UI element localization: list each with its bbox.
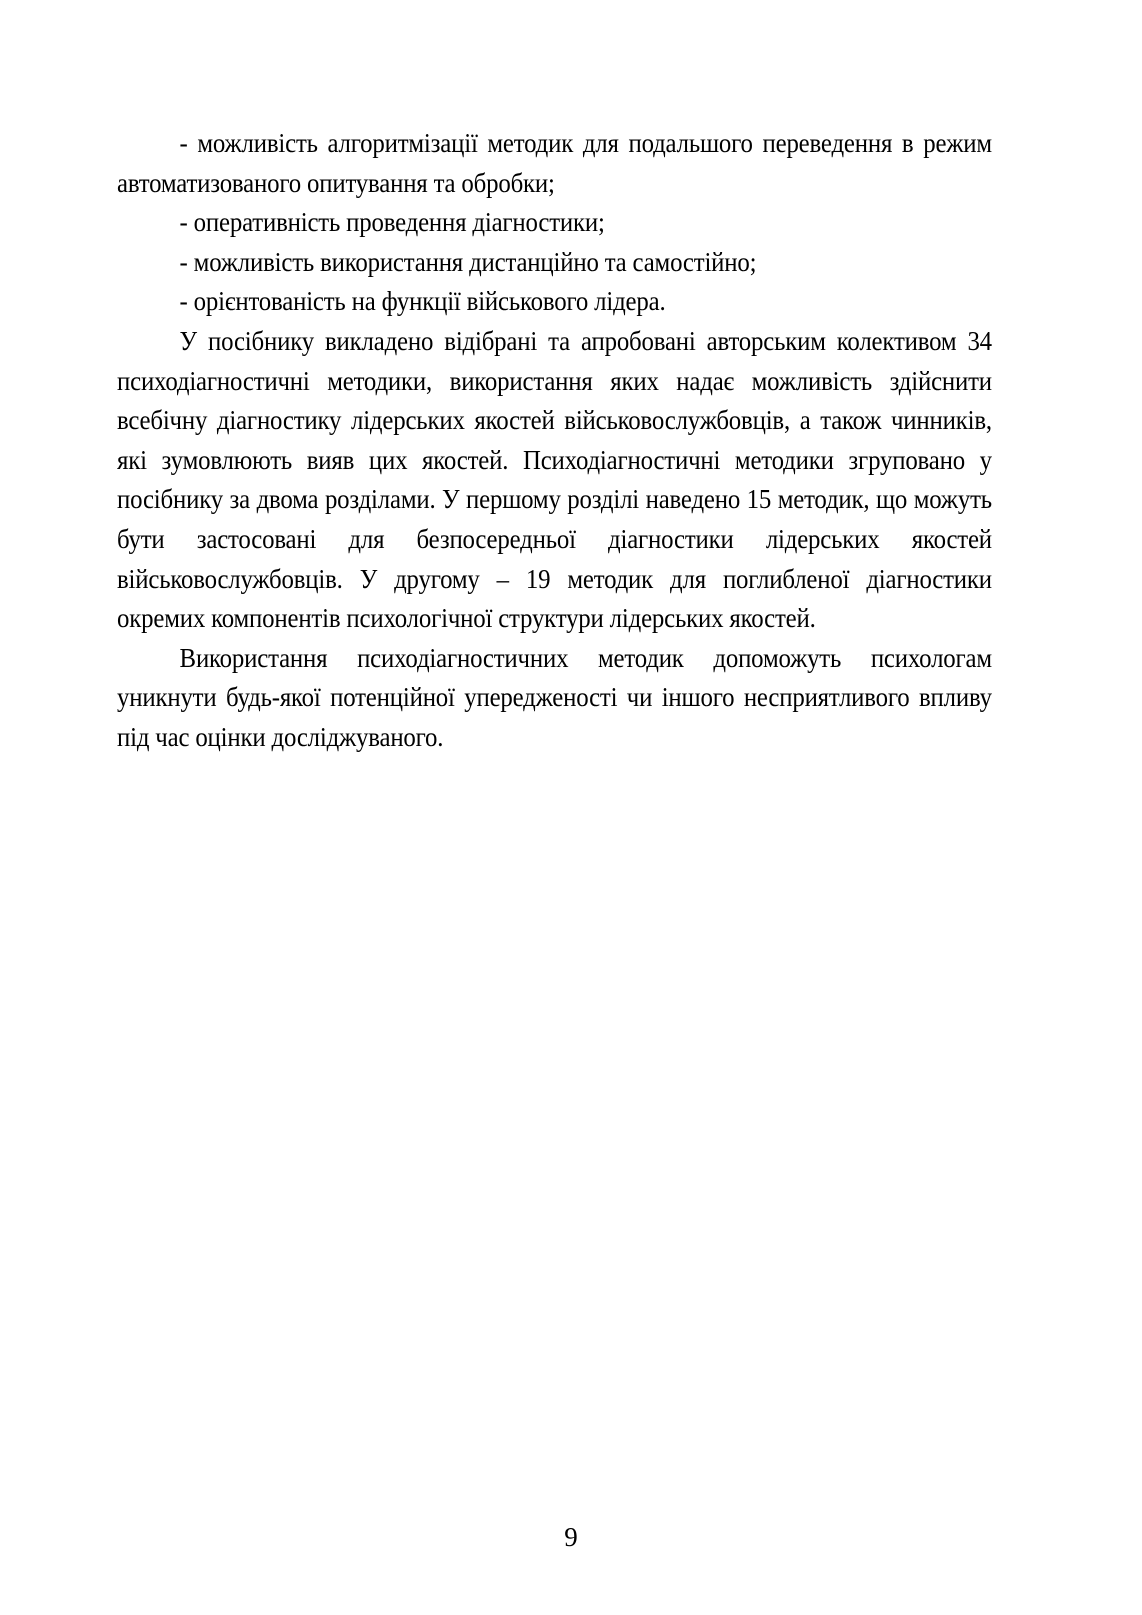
bullet-remote-use: - можливість використання дистанційно та самостійно; bbox=[179, 246, 757, 277]
paragraph-methods-usage: Використання психодіагностичних методик допоможуть психологам уникнути будь-якої потенційної упередженості чи іншого несприятливого впливу під час оцінки досліджуваного. bbox=[117, 642, 992, 752]
page-body bbox=[117, 124, 992, 758]
page-number: 9 bbox=[564, 1522, 578, 1552]
bullet-efficiency: - оперативність проведення діагностики; bbox=[179, 207, 605, 238]
bullet-algorithmization: - можливість алгоритмізації методик для подальшого переведення в режим автоматизованого опитування та обробки; bbox=[117, 128, 992, 198]
paragraph-methods-overview: У посібнику викладено відібрані та апробовані авторським колективом 34 психодіагностичні методики, використання яких надає можливість здійснити всебічну діагностику лідерських якостей військовослужбовців, а також чинників, які зумовлюють вияв цих якостей. Психодіагностичні методики згруповано у посібнику за двома розділами. У першому розділі наведено 15 методик, що можуть бути застосовані для безпосередньої діагностики лідерських якостей військовослужбовців. У другому – 19 методик для поглибленої діагностики окремих компонентів психологічної структури лідерських якостей. bbox=[117, 325, 992, 634]
bullet-leader-functions: - орієнтованість на функції військового лідера. bbox=[179, 286, 666, 317]
